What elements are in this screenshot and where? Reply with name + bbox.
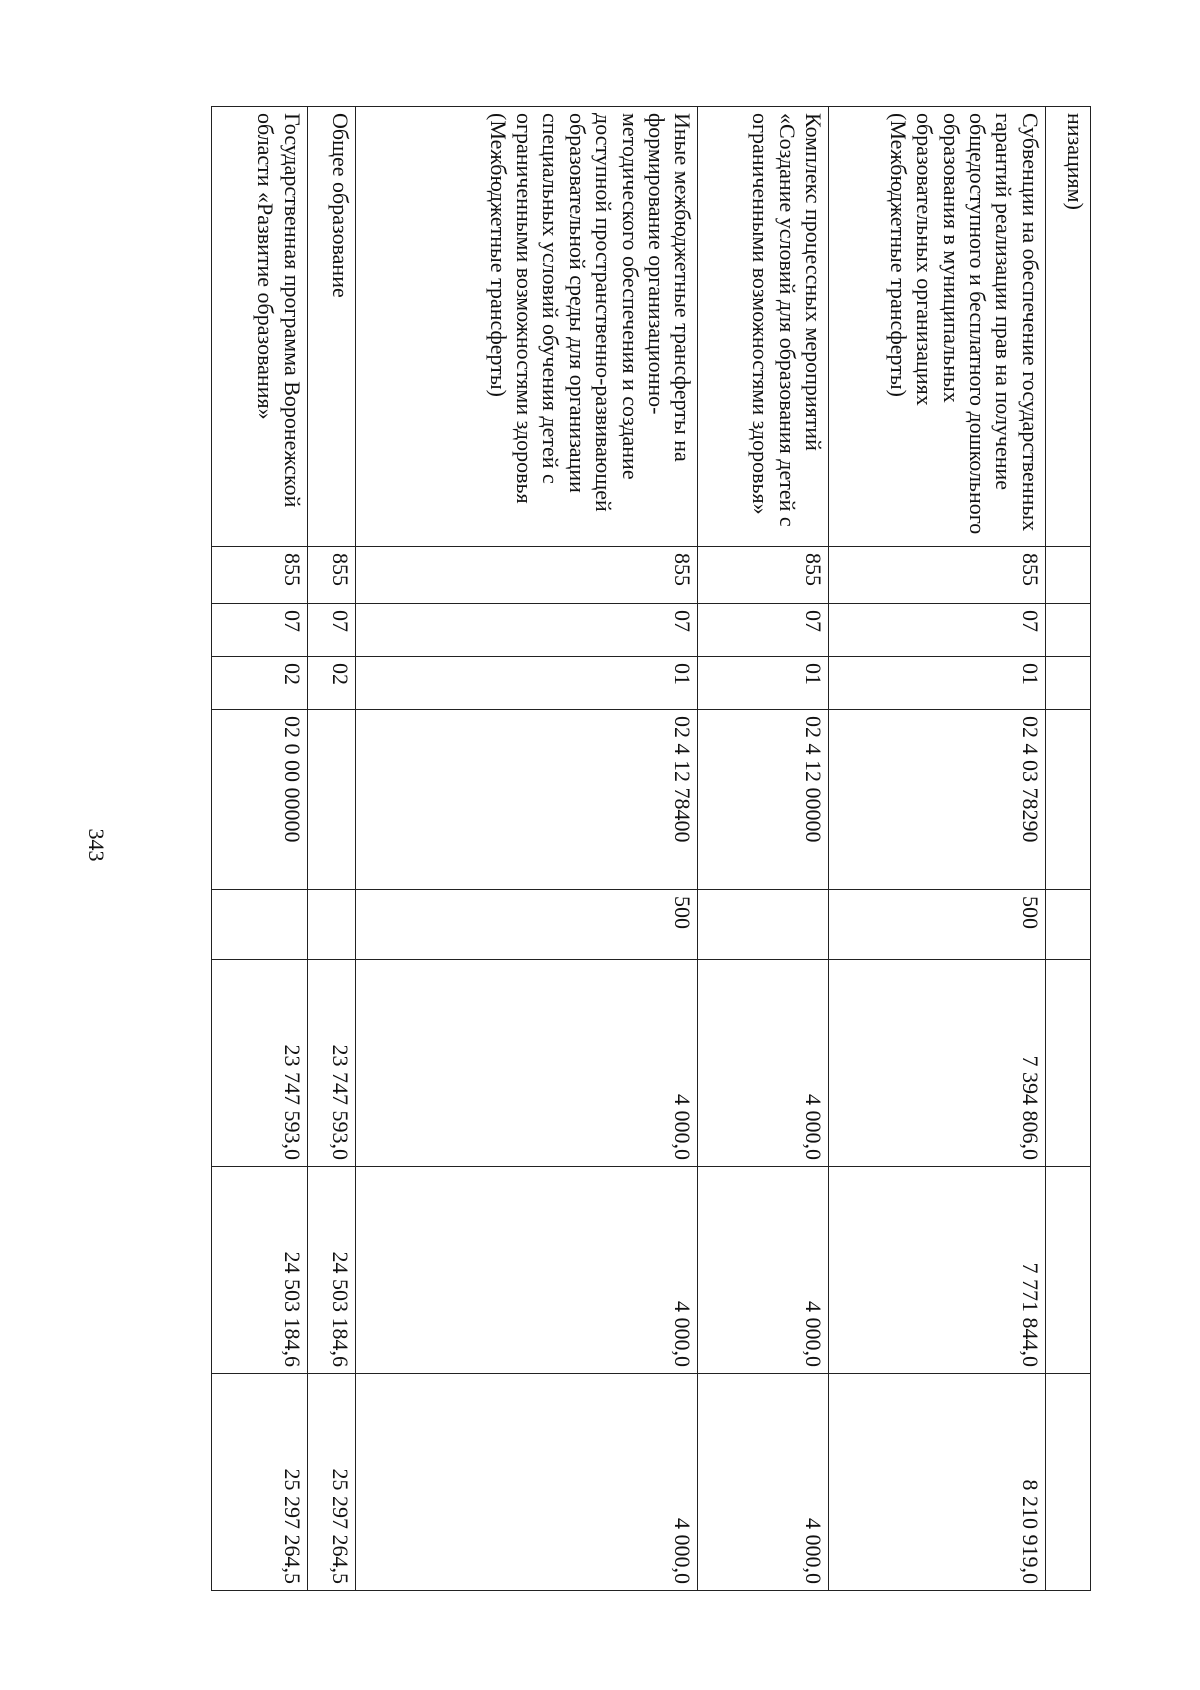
cell-gr: 855 — [698, 547, 829, 604]
cell-vr — [1045, 890, 1090, 960]
cell-gr: 855 — [212, 547, 308, 604]
cell-name: низациям) — [1045, 107, 1090, 547]
page-number: 343 — [84, 828, 109, 862]
cell-csr — [307, 710, 355, 890]
cell-vr — [698, 890, 829, 960]
cell-rz: 07 — [698, 604, 829, 657]
cell-pr: 01 — [356, 657, 698, 710]
cell-rz: 07 — [829, 604, 1045, 657]
cell-rz — [1045, 604, 1090, 657]
table-row — [1045, 107, 1090, 1591]
cell-year3: 4 000,0 — [698, 1374, 829, 1591]
cell-name: Иные межбюджетные трансферты на формирование организационно-методического обеспечения и создание доступной пространственно-развивающей образовательной среды для организации специальных условий обучения детей с ограниченными возможностями здоровья (Межбюджетные трансферты) — [356, 107, 698, 547]
cell-year1: 7 394 806,0 — [829, 960, 1045, 1167]
cell-pr: 02 — [212, 657, 308, 710]
cell-csr — [1045, 710, 1090, 890]
cell-csr: 02 4 12 78400 — [356, 710, 698, 890]
cell-name: Общее образование — [307, 107, 355, 547]
table-row — [698, 107, 829, 1591]
cell-year3: 8 210 919,0 — [829, 1374, 1045, 1591]
rotated-table-wrapper — [211, 106, 1091, 1590]
cell-year3 — [1045, 1374, 1090, 1591]
cell-pr — [1045, 657, 1090, 710]
cell-year1: 23 747 593,0 — [212, 960, 308, 1167]
cell-gr: 855 — [356, 547, 698, 604]
table-row — [307, 107, 355, 1591]
cell-vr: 500 — [829, 890, 1045, 960]
cell-rz: 07 — [212, 604, 308, 657]
cell-year3: 4 000,0 — [356, 1374, 698, 1591]
cell-year3: 25 297 264,5 — [212, 1374, 308, 1591]
cell-pr: 02 — [307, 657, 355, 710]
budget-table — [211, 106, 1091, 1591]
cell-vr — [212, 890, 308, 960]
cell-year1: 4 000,0 — [698, 960, 829, 1167]
cell-year1 — [1045, 960, 1090, 1167]
cell-year1: 4 000,0 — [356, 960, 698, 1167]
table-row — [212, 107, 308, 1591]
cell-pr: 01 — [698, 657, 829, 710]
cell-rz: 07 — [307, 604, 355, 657]
cell-csr: 02 4 12 00000 — [698, 710, 829, 890]
cell-name: Государственная программа Воронежской области «Развитие образования» — [212, 107, 308, 547]
cell-vr: 500 — [356, 890, 698, 960]
cell-year3: 25 297 264,5 — [307, 1374, 355, 1591]
table-row — [829, 107, 1045, 1591]
cell-year2: 7 771 844,0 — [829, 1167, 1045, 1374]
cell-rz: 07 — [356, 604, 698, 657]
cell-year2: 4 000,0 — [356, 1167, 698, 1374]
table-row — [356, 107, 698, 1591]
cell-csr: 02 4 03 78290 — [829, 710, 1045, 890]
cell-vr — [307, 890, 355, 960]
cell-year2: 24 503 184,6 — [212, 1167, 308, 1374]
cell-gr: 855 — [829, 547, 1045, 604]
cell-gr: 855 — [307, 547, 355, 604]
cell-year2 — [1045, 1167, 1090, 1374]
cell-year2: 24 503 184,6 — [307, 1167, 355, 1374]
cell-year2: 4 000,0 — [698, 1167, 829, 1374]
cell-name: Комплекс процессных мероприятий «Создание условий для образования детей с ограниченными возможностями здоровья» — [698, 107, 829, 547]
cell-name: Субвенции на обеспечение государственных гарантий реализации прав на получение общедоступного и бесплатного дошкольного образования в муниципальных образовательных организациях (Межбюджетные трансферты) — [829, 107, 1045, 547]
cell-csr: 02 0 00 00000 — [212, 710, 308, 890]
cell-pr: 01 — [829, 657, 1045, 710]
cell-gr — [1045, 547, 1090, 604]
cell-year1: 23 747 593,0 — [307, 960, 355, 1167]
